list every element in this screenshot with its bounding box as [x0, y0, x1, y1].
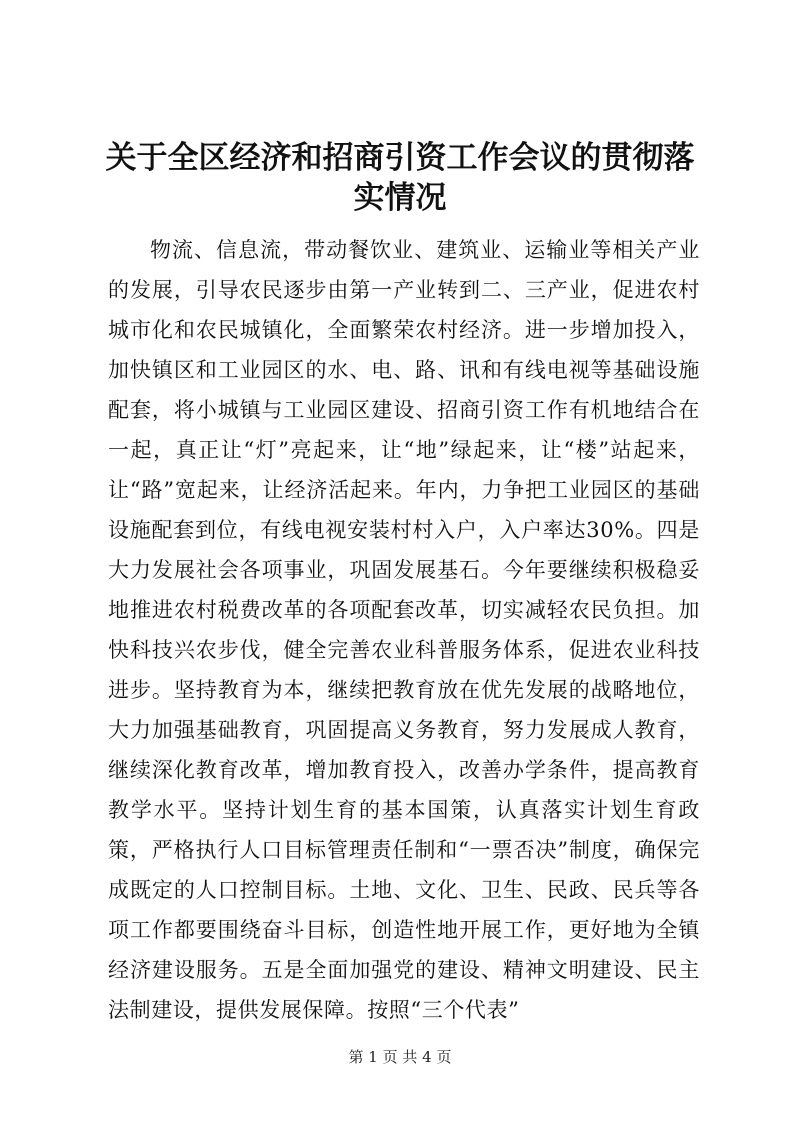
document-title: 关于全区经济和招商引资工作会议的贯彻落实情况 — [105, 140, 695, 216]
page-number-footer: 第 1 页 共 4 页 — [348, 1048, 452, 1066]
document-body-paragraph: 物流、信息流，带动餐饮业、建筑业、运输业等相关产业的发展，引导农民逐步由第一产业转到二、三产业，促进农村城市化和农民城镇化，全面繁荣农村经济。进一步增加投入，加快镇区和工业园区的水、电、路、讯和有线电视等基础设施配套，将小城镇与工业园区建设、招商引资工作有机地结合在一起，真正让“灯”亮起来，让“地”绿起来，让“楼”站起来，让“路”宽起来，让经济活起来。年内，力争把工业园区的基础设施配套到位，有线电视安装村村入户，入户率达30%。四是大力发展社会各项事业，巩固发展基石。今年要继续积极稳妥地推进农村税费改革的各项配套改革，切实减轻农民负担。加快科技兴农步伐，健全完善农业科普服务体系，促进农业科技进步。坚持教育为本，继续把教育放在优先发展的战略地位，大力加强基础教育，巩固提高义务教育，努力发展成人教育，继续深化教育改革，增加教育投入，改善办学条件，提高教育教学水平。坚持计划生育的基本国策，认真落实计划生育政策，严格执行人口目标管理责任制和“一票否决”制度，确保完成既定的人口控制目标。土地、文化、卫生、民政、民兵等各项工作都要围绕奋斗目标，创造性地开展工作，更好地为全镇经济建设服务。五是全面加强党的建设、精神文明建设、民主法制建设，提供发展保障。按照“三个代表” — [108, 238, 700, 1022]
